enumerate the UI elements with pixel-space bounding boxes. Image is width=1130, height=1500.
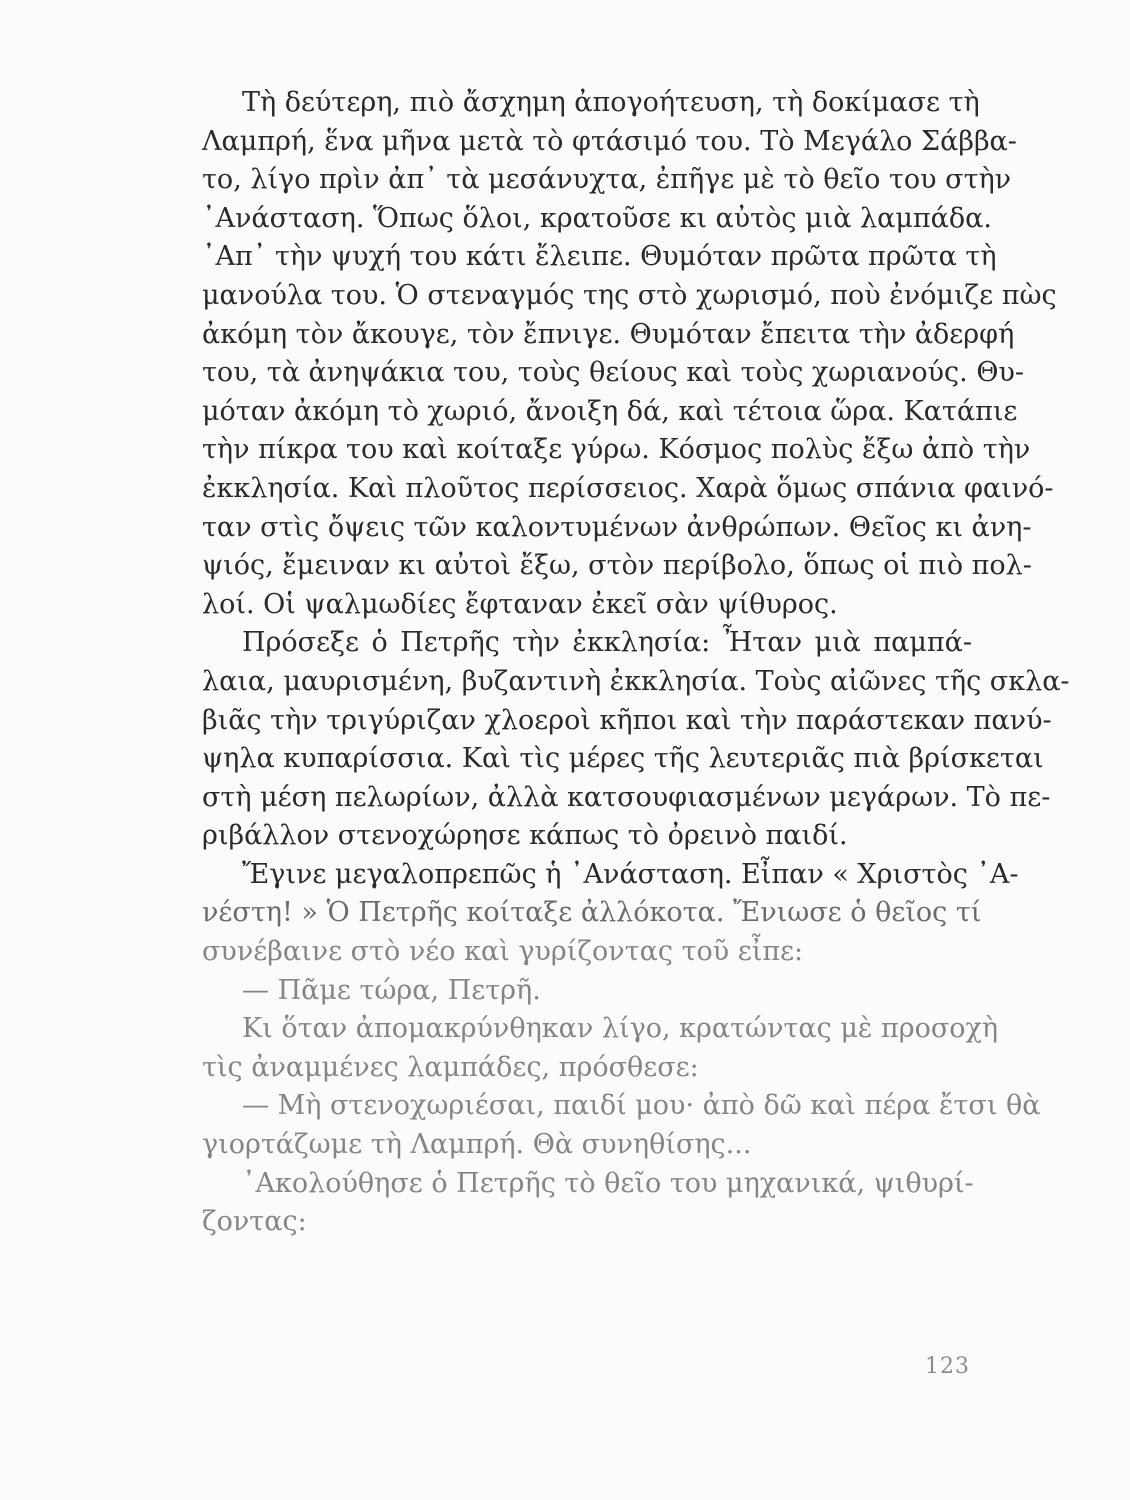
text-line: ζοντας: — [202, 1206, 307, 1238]
text-line: Ἔγινε μεγαλοπρεπῶς ἡ ᾽Ανάσταση. Εἶπαν « Χριστὸς ᾽Α- — [242, 858, 1019, 890]
paragraph — [202, 972, 972, 1011]
text-line: μανούλα του. Ὁ στεναγμός της στὸ χωρισμό, ποὺ ἐνόμιζε πὼς — [202, 279, 1057, 311]
text-line: Τὴ δεύτερη, πιὸ ἄσχημη ἀπογοήτευση, τὴ δοκίμασε τὴ — [242, 87, 980, 118]
text-line: ψηλα κυπαρίσσια. Καὶ τὶς μέρες τῆς λευτεριᾶς πιὰ βρίσκεται — [202, 743, 1044, 775]
body-text — [202, 84, 1070, 1242]
text-line: ψιός, ἔμειναν κι αὐτοὶ ἔξω, στὸν περίβολο, ὅπως οἱ πιὸ πολ- — [202, 550, 1032, 582]
page-number: 123 — [925, 1354, 970, 1379]
paragraph — [202, 1010, 999, 1087]
text-line: τὶς ἀναμμένες λαμπάδες, πρόσθεσε: — [202, 1051, 699, 1083]
text-line: ᾽Ακολούθησε ὁ Πετρῆς τὸ θεῖο του μηχανικά, ψιθυρί- — [242, 1167, 974, 1199]
text-line: ᾽Ανάσταση. Ὅπως ὅλοι, κρατοῦσε κι αὐτὸς μιὰ λαμπάδα. — [202, 202, 992, 234]
text-line: το, λίγο πρὶν ἀπ᾽ τὰ μεσάνυχτα, ἐπῆγε μὲ τὸ θεῖο του στὴν — [202, 164, 1012, 196]
paragraph — [202, 624, 1070, 856]
paragraph — [202, 1165, 972, 1242]
text-line: Κι ὅταν ἀπομακρύνθηκαν λίγο, κρατώντας μὲ προσοχὴ — [242, 1013, 999, 1045]
text-line: ᾽Απ᾽ τὴν ψυχή του κάτι ἔλειπε. Θυμόταν πρῶτα πρῶτα τὴ — [202, 241, 997, 273]
paragraph — [202, 1087, 1041, 1164]
text-line: γιορτάζωμε τὴ Λαμπρή. Θὰ συνηθίσης... — [202, 1129, 752, 1161]
text-line: συνέβαινε στὸ νέο καὶ γυρίζοντας τοῦ εἶπε: — [202, 936, 804, 968]
text-line: τὴν πίκρα του καὶ κοίταξε γύρω. Κόσμος πολὺς ἔξω ἀπὸ τὴν — [202, 434, 1031, 466]
text-line: ἐκκλησία. Καὶ πλοῦτος περίσσειος. Χαρὰ ὅμως σπάνια φαινό- — [202, 472, 1054, 504]
text-line: μόταν ἀκόμη τὸ χωριό, ἄνοιξη δά, καὶ τέτοια ὥρα. Κατάπιε — [202, 395, 1018, 427]
text-line: ἀκόμη τὸν ἄκουγε, τὸν ἔπνιγε. Θυμόταν ἔπειτα τὴν ἀδερφή — [202, 318, 1015, 350]
paragraph — [202, 856, 1019, 972]
text-line: ταν στὶς ὄψεις τῶν καλοντυμένων ἀνθρώπων. Θεῖος κι ἀνη- — [202, 511, 1032, 543]
text-line: λοί. Οἱ ψαλμωδίες ἔφταναν ἐκεῖ σὰν ψίθυρος. — [202, 588, 838, 620]
text-line: λαια, μαυρισμένη, βυζαντινὴ ἐκκλησία. Τοὺς αἰῶνες τῆς σκλα- — [202, 665, 1070, 697]
text-line: του, τὰ ἀνηψάκια του, τοὺς θείους καὶ τοὺς χωριανούς. Θυ- — [202, 357, 1025, 389]
text-line: νέστη! » Ὁ Πετρῆς κοίταξε ἀλλόκοτα. Ἔνιωσε ὁ θεῖος τί — [202, 897, 982, 929]
text-line: ριβάλλον στενοχώρησε κάπως τὸ ὀρεινὸ παιδί. — [202, 820, 848, 852]
text-line: στὴ μέση πελωρίων, ἀλλὰ κατσουφιασμένων μεγάρων. Τὸ πε- — [202, 781, 1051, 813]
text-line: βιᾶς τὴν τριγύριζαν χλοεροὶ κῆποι καὶ τὴν παράστεκαν πανύ- — [202, 704, 1052, 736]
dialogue-line: — Μὴ στενοχωριέσαι, παιδί μου· ἀπὸ δῶ καὶ πέρα ἔτσι θὰ — [242, 1090, 1041, 1122]
text-line: Πρόσεξε ὁ Πετρῆς τὴν ἐκκλησία: Ἦταν μιὰ παμπά- — [242, 627, 972, 659]
text-line: Λαμπρή, ἕνα μῆνα μετὰ τὸ φτάσιμό του. Τὸ Μεγάλο Σάββα- — [202, 125, 1017, 157]
dialogue-line: — Πᾶμε τώρα, Πετρῆ. — [242, 974, 541, 1006]
paragraph — [202, 84, 1057, 624]
